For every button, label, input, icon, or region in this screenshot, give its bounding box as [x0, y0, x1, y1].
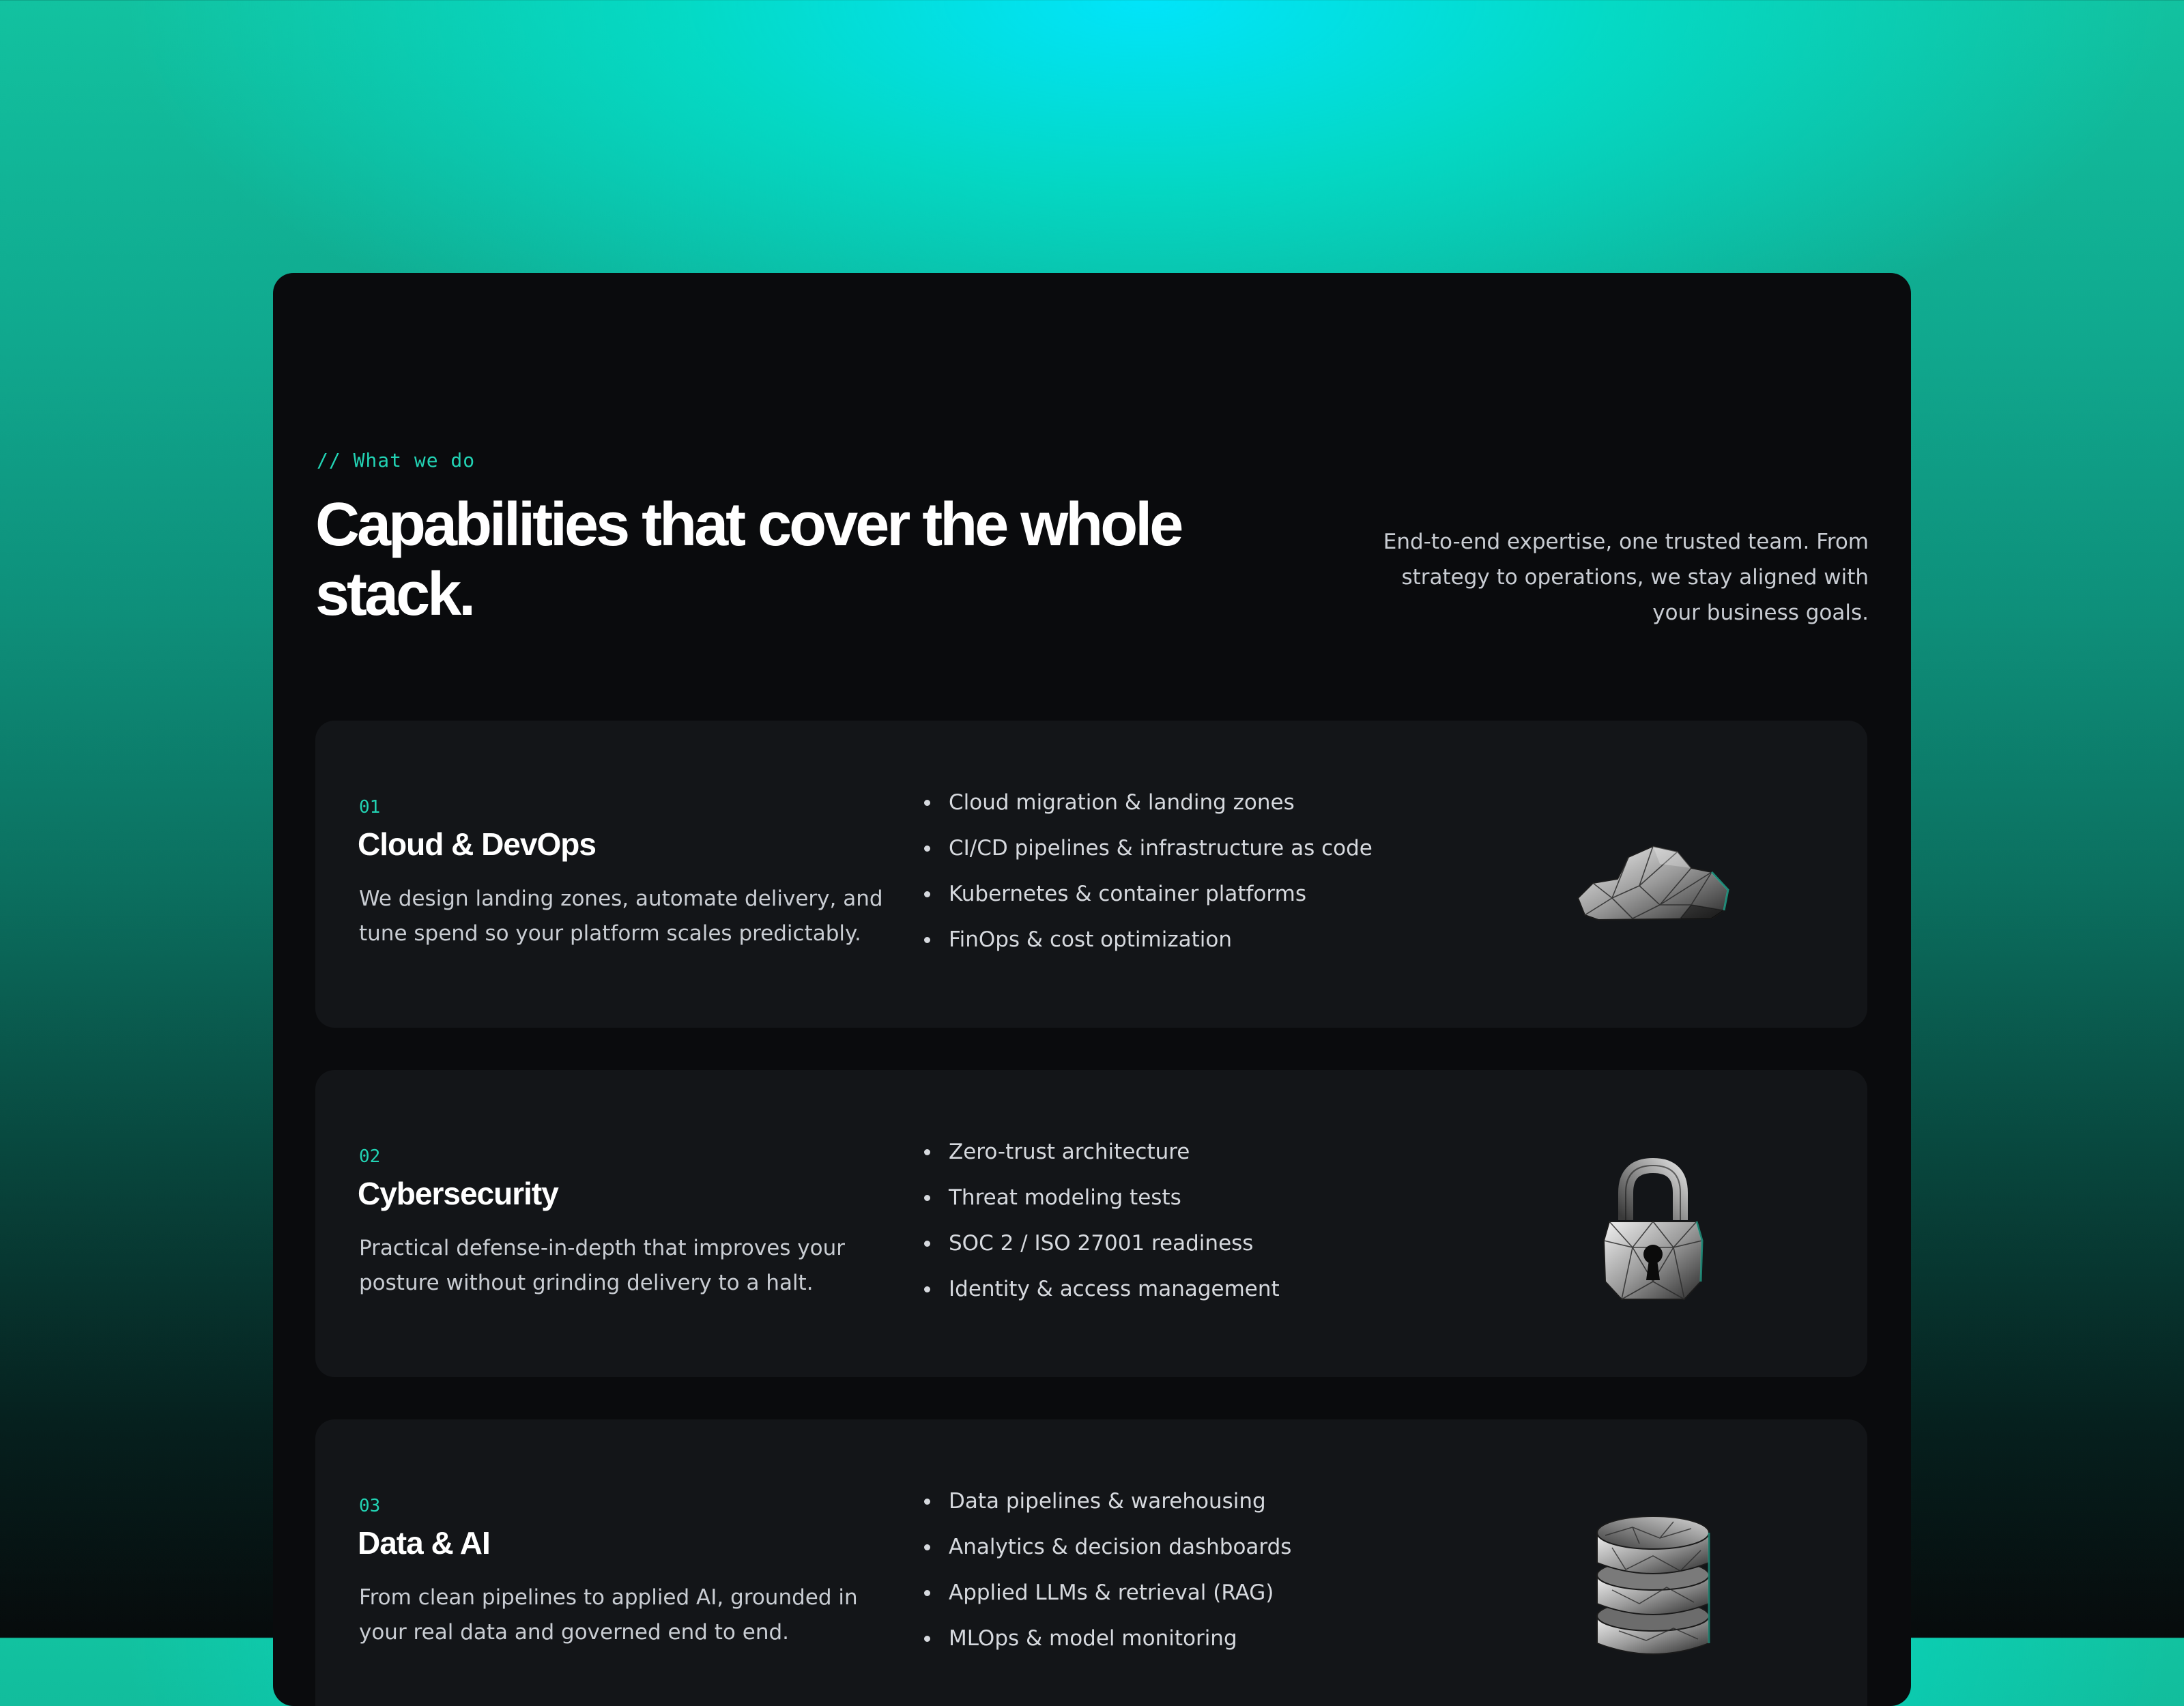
list-item: Data pipelines & warehousing — [921, 1486, 1291, 1532]
capabilities-panel — [273, 273, 1911, 1706]
list-item: CI/CD pipelines & infrastructure as code — [921, 833, 1373, 879]
card-description: We design landing zones, automate delivery, and tune spend so your platform scales predictably. — [359, 886, 883, 946]
card-title: Cloud & DevOps — [358, 826, 596, 862]
list-item: FinOps & cost optimization — [921, 925, 1373, 970]
section-intro: End-to-end expertise, one trusted team. From strategy to operations, we stay aligned with your business goals. — [1383, 530, 1869, 625]
service-card-cloud-devops[interactable] — [315, 721, 1867, 1028]
card-bullet-list — [921, 1137, 1280, 1320]
card-number: 01 — [359, 797, 381, 818]
section-title: Capabilities that cover the whole stack. — [315, 491, 1181, 628]
list-item: Cloud migration & landing zones — [921, 787, 1373, 833]
card-title: Cybersecurity — [358, 1176, 558, 1211]
list-item: Kubernetes & container platforms — [921, 879, 1373, 925]
card-bullet-list — [921, 1486, 1291, 1669]
database-icon — [1557, 1494, 1749, 1658]
card-description: From clean pipelines to applied AI, grounded in your real data and governed end to end. — [359, 1585, 858, 1645]
list-item: Zero-trust architecture — [921, 1137, 1280, 1183]
list-item: Identity & access management — [921, 1274, 1280, 1320]
card-bullet-list — [921, 787, 1373, 970]
service-card-cybersecurity[interactable] — [315, 1070, 1867, 1377]
list-item: MLOps & model monitoring — [921, 1623, 1291, 1669]
card-description: Practical defense-in-depth that improves your posture without grinding delivery to a halt. — [359, 1236, 845, 1295]
list-item: Analytics & decision dashboards — [921, 1532, 1291, 1578]
list-item: Applied LLMs & retrieval (RAG) — [921, 1578, 1291, 1623]
list-item: Threat modeling tests — [921, 1183, 1280, 1228]
section-eyebrow: // What we do — [317, 449, 476, 472]
list-item: SOC 2 / ISO 27001 readiness — [921, 1228, 1280, 1274]
card-number: 03 — [359, 1496, 381, 1516]
service-card-data-ai[interactable] — [315, 1419, 1867, 1706]
card-number: 02 — [359, 1146, 381, 1167]
card-title: Data & AI — [358, 1525, 490, 1561]
cloud-icon — [1557, 796, 1749, 959]
padlock-icon — [1557, 1145, 1749, 1309]
